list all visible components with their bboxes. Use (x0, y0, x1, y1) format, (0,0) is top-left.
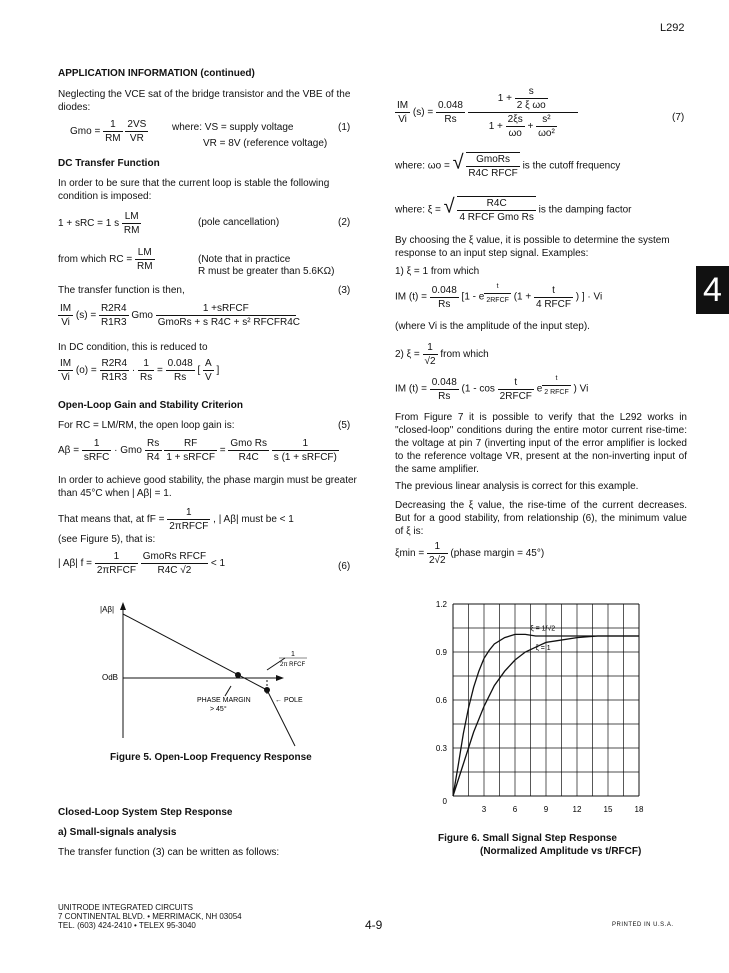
eq3-number: (3) (338, 285, 351, 296)
equation-6: | Aβ| f = 1 2πRFCF GmoRs RFCF R4C √2 < 1 (58, 551, 226, 576)
equation-9: IM (t) = $\frac{0.048}{Rs}$ (1 - cos t 2RFCF e $^{t 2 RFCF}$ ) Vi (395, 372, 588, 403)
choose-text: By choosing the ξ value, it is possible to determine the system response to an input step signal. Examples: (395, 235, 670, 259)
eq2b-note1: (Note that in practice (198, 254, 291, 265)
figure5-diagram (95, 598, 335, 748)
footer-line2: 7 CONTINENTAL BLVD. • MERRIMACK, NH 03054 (58, 912, 242, 921)
page-number: 4-9 (365, 918, 383, 932)
intro-text: Neglecting the VCE sat of the bridge transistor and the VBE of the diodes: (58, 89, 351, 113)
example-2: 2) ξ = $\frac{1}{√2}$ from which (395, 342, 489, 367)
equation-7: $\frac{IM}{Vi}$ (s) = $\frac{0.048}{Rs}$ 1 + $\frac{s}{\text{2 ξ ωo}}$ 1 + $\frac{2\xi s}{\omega o}$ + $\frac{\text{s²}}{\text{ωo²}}$ (395, 85, 578, 140)
equation-5: Aβ = 1 sRFC · Gmo $\frac{Rs}{R4}$ RF 1 + sRFCF = Gmo Rs R4C 1 s (1 + sRFCF) (58, 438, 337, 463)
x-tick-label: 12 (572, 805, 582, 814)
fig6-curve2-label: ξ = 1 (535, 645, 551, 653)
small-signal-heading: a) Small-signals analysis (58, 827, 177, 838)
fig5-odb-label: OdB (102, 673, 119, 682)
dc-condition: In DC condition, this is reduced to (58, 342, 208, 353)
figure6-subcaption: (Normalized Amplitude vs t/RFCF) (480, 846, 642, 857)
eq1-where2: VR = 8V (reference voltage) (203, 138, 328, 149)
section-tab: 4 (696, 266, 729, 314)
x-tick-label: 15 (603, 805, 613, 814)
tf-text: The transfer function is then, (58, 285, 185, 296)
x-tick-label: 9 (543, 805, 549, 814)
equation-6a: That means that, at fF = 1 2πRFCF , | Aβ| must be < 1 (58, 507, 294, 532)
figure7-text: From Figure 7 it is possible to verify that the L292 works in "closed-loop" conditions during the entire motor current rise-time: the voltage at pin 7 (inverting input of the error amplifier is locked to the reference voltage VR, present at the non-inverting input of the same amplifier. (395, 412, 687, 475)
y-tick-label: 0.6 (435, 696, 447, 705)
example-1: 1) ξ = 1 from which (395, 266, 480, 277)
footer-address (58, 903, 242, 930)
figure6-chart (420, 596, 660, 816)
printed-in: PRINTED IN U.S.A. (612, 922, 674, 928)
x-tick-label: 3 (481, 805, 487, 814)
eq2b-note2: R must be greater than 5.6KΩ) (198, 266, 335, 277)
eq1-where: where: VS = supply voltage (172, 122, 294, 133)
fig5-pole-label: ← POLE (275, 697, 303, 704)
eq2-number: (2) (338, 217, 351, 228)
section-heading: APPLICATION INFORMATION (continued) (58, 68, 255, 79)
closed-loop-heading: Closed-Loop System Step Response (58, 807, 233, 818)
see-figure-text: (see Figure 5), that is: (58, 534, 156, 545)
fig5-phase-margin-value: > 45° (210, 706, 227, 713)
equation-4: $\frac{IM}{Vi}$ (o) = $\frac{R2R4}{R1R3}$ · $\frac{1}{Rs}$ = $\frac{0.048}{Rs}$ [ $\frac{A}{V}$ ] (60, 358, 220, 383)
equation-2b: from which RC = $\frac{LM}{RM}$ (58, 247, 153, 272)
equation-1: Gmo = $\frac{1}{RM}$ $\frac{2VS}{VR}$ (70, 119, 147, 144)
part-number: L292 (660, 22, 685, 34)
xi-definition: where: ξ = √ R4C 4 RFCF Gmo Rs is the damping factor (395, 195, 632, 223)
decreasing-xi-text: Decreasing the ξ value, the rise-time of the current decreases. But for a good stability, from relationship (6), the minimum value of ξ is: (395, 500, 687, 537)
y-tick-label: 0.9 (435, 648, 447, 657)
fig5-margin-leader (225, 686, 231, 696)
eq2-note: (pole cancellation) (198, 217, 280, 228)
equation-3: $\frac{IM}{Vi}$ (s) = $\frac{R2R4}{R1R3}$ Gmo 1 +sRFCF GmoRs + s R4C + s² RFCFR4C (60, 303, 301, 328)
fig6-curve1-label: ξ = 1/√2 (530, 625, 556, 633)
fig5-ylabel: |Aβ| (100, 605, 115, 614)
eq6-number: (6) (338, 561, 351, 572)
footer-line1: UNITRODE INTEGRATED CIRCUITS (58, 903, 193, 912)
eq5-number: (5) (338, 420, 351, 431)
dc-text: In order to be sure that the current loop is stable the following condition is imposed: (58, 178, 330, 202)
fig5-crossover-point (235, 672, 241, 678)
x-tick-label: 6 (512, 805, 518, 814)
equation-10: ξmin = $\frac{1}{2√2}$ (phase margin = 45°) (395, 541, 545, 566)
previous-analysis-text: The previous linear analysis is correct for this example. (395, 481, 639, 492)
transfer-function-text: The transfer function (3) can be written as follows: (58, 847, 280, 858)
y-tick-label: 0.3 (435, 744, 447, 753)
equation-8: IM (t) = $\frac{0.048}{Rs}$ [1 - e $^{t 2RFCF}$ (1 + t 4 RFCF ) ] · Vi (395, 280, 602, 311)
figure6-caption: Figure 6. Small Signal Step Response (438, 833, 617, 844)
y-tick-label: 1.2 (435, 600, 447, 609)
fig5-freq-den: 2π RFCF (280, 662, 306, 668)
x-tick-label: 18 (634, 805, 644, 814)
eq1-number: (1) (338, 122, 351, 133)
footer-line3: TEL. (603) 424-2410 • TELEX 95-3040 (58, 921, 196, 930)
fig5-y-arrow (120, 602, 126, 610)
omega-definition: where: ωo = √ GmoRs R4C RFCF is the cutoff frequency (395, 151, 621, 179)
fig5-gain-line (123, 614, 267, 690)
openloop-text: For RC = LM/RM, the open loop gain is: (58, 420, 235, 431)
y-tick-label: 0 (442, 797, 447, 806)
fig5-phase-margin: PHASE MARGIN (197, 697, 251, 704)
eq7-number: (7) (672, 112, 685, 123)
stability-text: In order to achieve good stability, the phase margin must be greater than 45°C when | Aβ| = 1. (58, 475, 357, 499)
openloop-heading: Open-Loop Gain and Stability Criterion (58, 400, 244, 411)
fig5-x-arrow (276, 675, 284, 681)
equation-2: 1 + sRC = 1 s $\frac{LM}{RM}$ (58, 211, 140, 236)
fig5-freq-num: 1 (291, 651, 295, 658)
figure5-caption: Figure 5. Open-Loop Frequency Response (110, 752, 312, 763)
dc-heading: DC Transfer Function (58, 158, 160, 169)
example-1-note: (where Vi is the amplitude of the input step). (395, 321, 590, 332)
